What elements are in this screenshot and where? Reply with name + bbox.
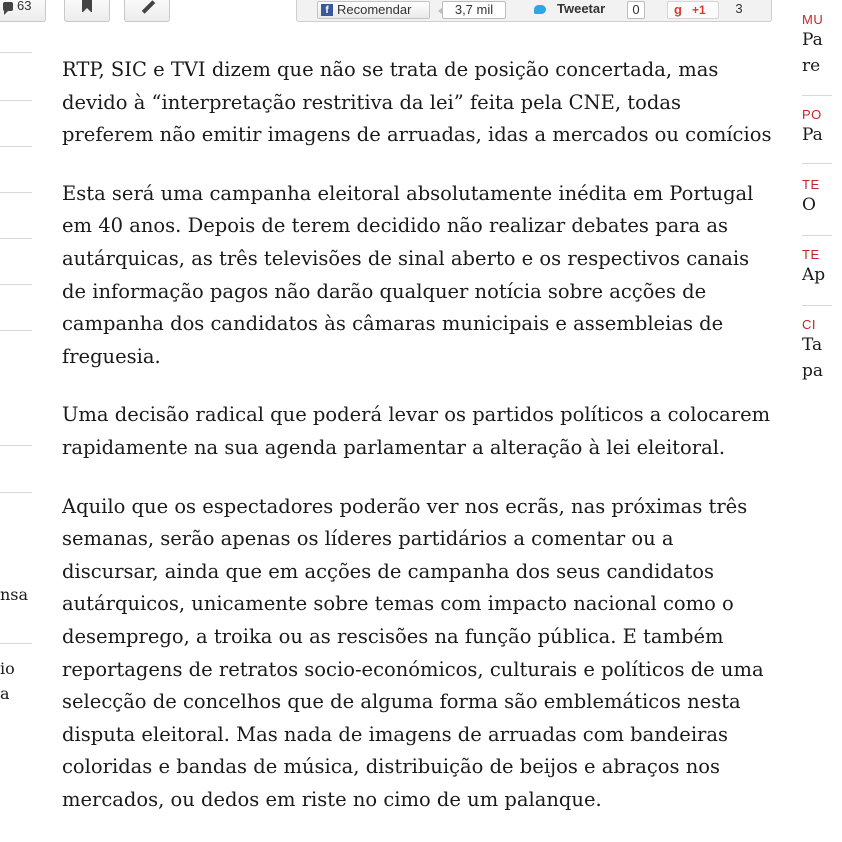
divider	[802, 305, 832, 306]
left-link-fragment[interactable]: io	[0, 659, 15, 678]
gplus-icon: g	[674, 2, 682, 17]
pencil-icon	[142, 0, 155, 13]
divider	[0, 146, 32, 147]
news-headline: re	[802, 56, 821, 76]
left-link-fragment[interactable]: a	[0, 684, 10, 703]
article-body	[62, 54, 774, 842]
article-paragraph: Esta será uma campanha eleitoral absolutamente inédita em Portugal em 40 anos. Depois de terem decidido não realizar debates para as autárquicas, as três televisões de sinal aberto e os respectivos canais de informação pagos não darão qualquer notícia sobre acções de campanha dos candidatos às câmaras municipais e assembleias de freguesia.	[62, 181, 754, 368]
divider	[0, 643, 32, 644]
divider	[802, 235, 832, 236]
share-bar	[296, 0, 772, 22]
sidebar-news-item[interactable]	[802, 247, 842, 288]
comments-count: 63	[17, 0, 32, 13]
bookmark-button[interactable]	[64, 0, 110, 22]
news-category: MU	[802, 12, 824, 27]
article-paragraph: Aquilo que os espectadores poderão ver nos ecrãs, nas próximas três semanas, serão apenas os líderes partidários a comentar ou a discursar, ainda que em acções de campanha dos seus candidatos autárquicos, unicamente sobre temas com impacto nacional como o desemprego, a troika ou as rescisões na função pública. E também reportagens de retratos socio-económicos, culturais e políticos de uma selecção de concelhos que de alguma forma são emblemáticos nesta disputa eleitoral. Mas nada de imagens de arruadas com bandeiras coloridas e bandas de música, distribuição de beijos e abraços nos mercados, ou dedos em riste no cimo de um palanque.	[62, 494, 764, 811]
sidebar-news-item[interactable]	[802, 317, 842, 384]
sidebar-news-item[interactable]	[802, 177, 842, 218]
news-headline: Pa	[802, 125, 823, 145]
divider	[0, 238, 32, 239]
twitter-count: 0	[627, 1, 645, 19]
facebook-recommend-label: Recomendar	[337, 2, 412, 17]
facebook-icon: f	[321, 4, 333, 16]
news-category: CI	[802, 317, 816, 332]
divider	[0, 492, 32, 493]
divider	[0, 192, 32, 193]
sidebar-news-item[interactable]	[802, 107, 842, 148]
bookmark-icon	[82, 0, 92, 12]
news-category: TE	[802, 247, 820, 262]
tweet-label: Tweetar	[557, 1, 606, 16]
left-link-fragment[interactable]: nsa	[0, 585, 29, 604]
article-lead: RTP, SIC e TVI dizem que não se trata de posição concertada, mas devido à “interpretação restritiva da lei” feita pela CNE, todas preferem não emitir imagens de arruadas, idas a mercados ou comícios	[62, 58, 772, 147]
news-headline: Pa	[802, 30, 823, 50]
news-category: TE	[802, 177, 820, 192]
article-toolbar	[0, 0, 820, 24]
gplus-label: +1	[692, 3, 706, 17]
left-sidebar	[0, 0, 32, 775]
gplus-count: 3	[735, 1, 743, 16]
twitter-bird-icon	[534, 5, 546, 14]
news-category: PO	[802, 107, 822, 122]
article-paragraph: Uma decisão radical que poderá levar os partidos políticos a colocarem rapidamente na sua agenda parlamentar a alteração à lei eleitoral.	[62, 403, 771, 459]
facebook-count: 3,7 mil	[442, 1, 506, 19]
right-sidebar	[802, 0, 832, 775]
divider	[0, 330, 32, 331]
divider	[0, 100, 32, 101]
divider	[0, 284, 32, 285]
news-headline: Ta	[802, 335, 823, 355]
divider	[802, 95, 832, 96]
gplus-button[interactable]	[667, 1, 719, 19]
divider	[0, 445, 32, 446]
news-headline: Ap	[802, 265, 826, 285]
edit-button[interactable]	[124, 0, 170, 22]
facebook-recommend-button[interactable]	[317, 1, 430, 19]
sidebar-news-item[interactable]	[802, 12, 842, 79]
divider	[802, 163, 832, 164]
divider	[0, 52, 32, 53]
news-headline: O	[802, 195, 816, 215]
news-headline: pa	[802, 361, 824, 381]
tweet-button[interactable]	[531, 2, 617, 18]
